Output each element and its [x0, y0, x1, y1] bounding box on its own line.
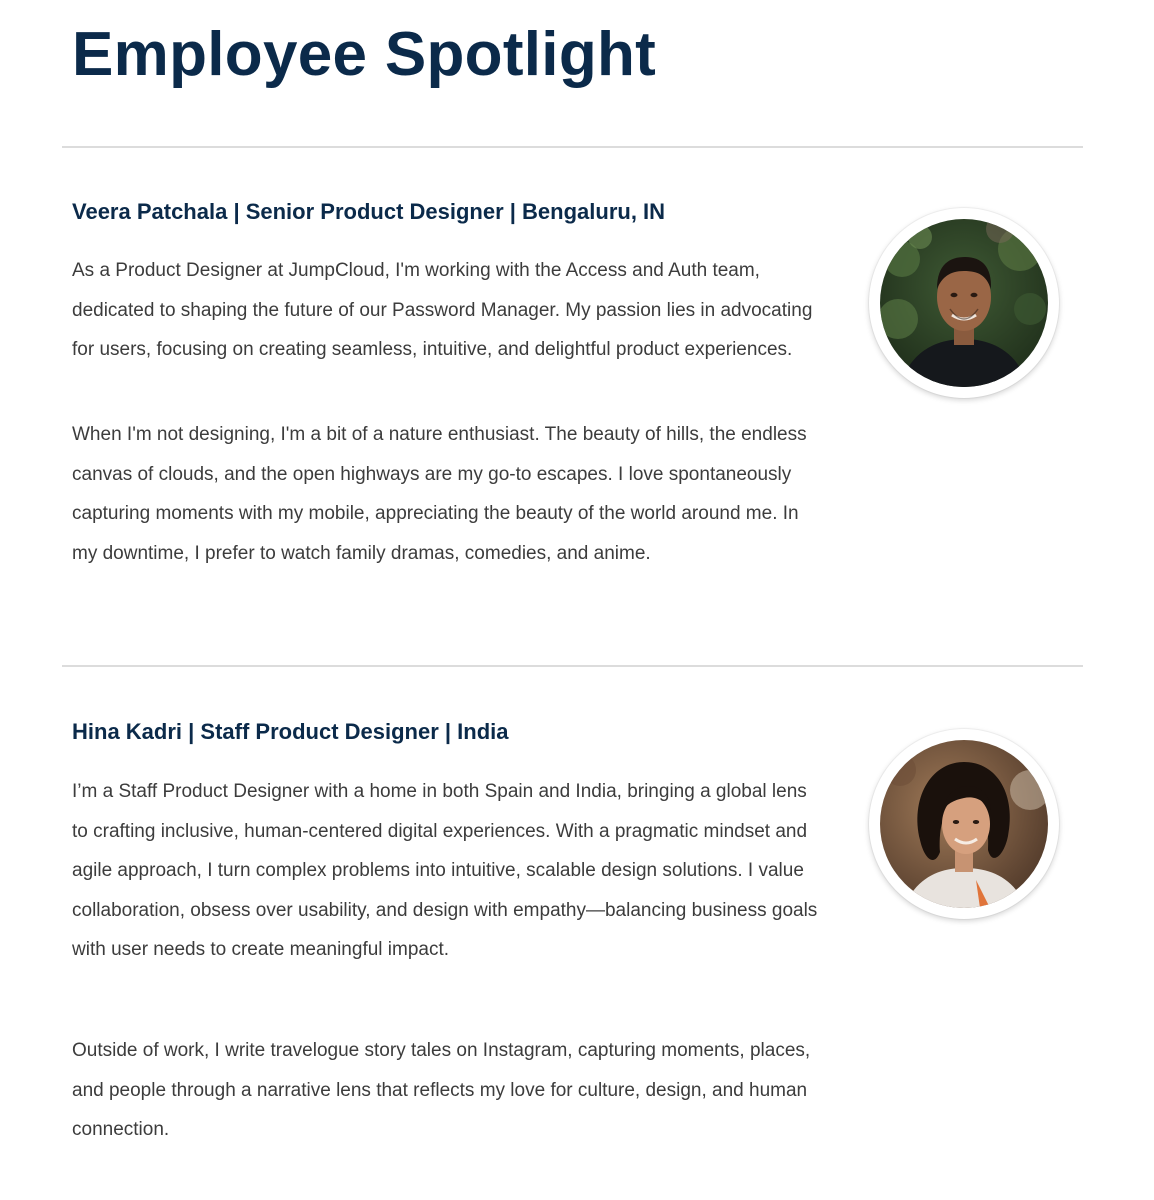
employee-bio-paragraph: I’m a Staff Product Designer with a home in both Spain and India, bringing a global lens to crafting inclusive, human-centered digital experiences. With a pragmatic mindset and agile approach, I turn complex problems into intuitive, scalable design solutions. I value collaboration, obsess over usability, and design with empathy—balancing business goals with user needs to create meaningful impact.	[72, 781, 818, 961]
portrait-photo-woman-icon	[880, 740, 1048, 908]
avatar	[869, 208, 1059, 398]
employee-bio-paragraph: As a Product Designer at JumpCloud, I'm working with the Access and Auth team, dedicated to shaping the future of our Password Manager. My passion lies in advocating for users, focusing on creating seamless, intuitive, and delightful product experiences.	[72, 260, 813, 361]
page-title: Employee Spotlight	[72, 20, 657, 89]
section-divider	[62, 665, 1083, 667]
section-divider	[62, 146, 1083, 148]
portrait-photo-man-icon	[880, 219, 1048, 387]
employee-bio-paragraph: When I'm not designing, I'm a bit of a nature enthusiast. The beauty of hills, the endless canvas of clouds, and the open highways are my go-to escapes. I love spontaneously capturing moments with my mobile, appreciating the beauty of the world around me. In my downtime, I prefer to watch family dramas, comedies, and anime.	[72, 424, 807, 564]
employee-heading: Veera Patchala | Senior Product Designer | Bengaluru, IN	[72, 199, 666, 224]
employee-bio-paragraph: Outside of work, I write travelogue story tales on Instagram, capturing moments, places, and people through a narrative lens that reflects my love for culture, design, and human connection.	[72, 1040, 811, 1141]
employee-heading: Hina Kadri | Staff Product Designer | India	[72, 719, 509, 744]
avatar	[869, 729, 1059, 919]
